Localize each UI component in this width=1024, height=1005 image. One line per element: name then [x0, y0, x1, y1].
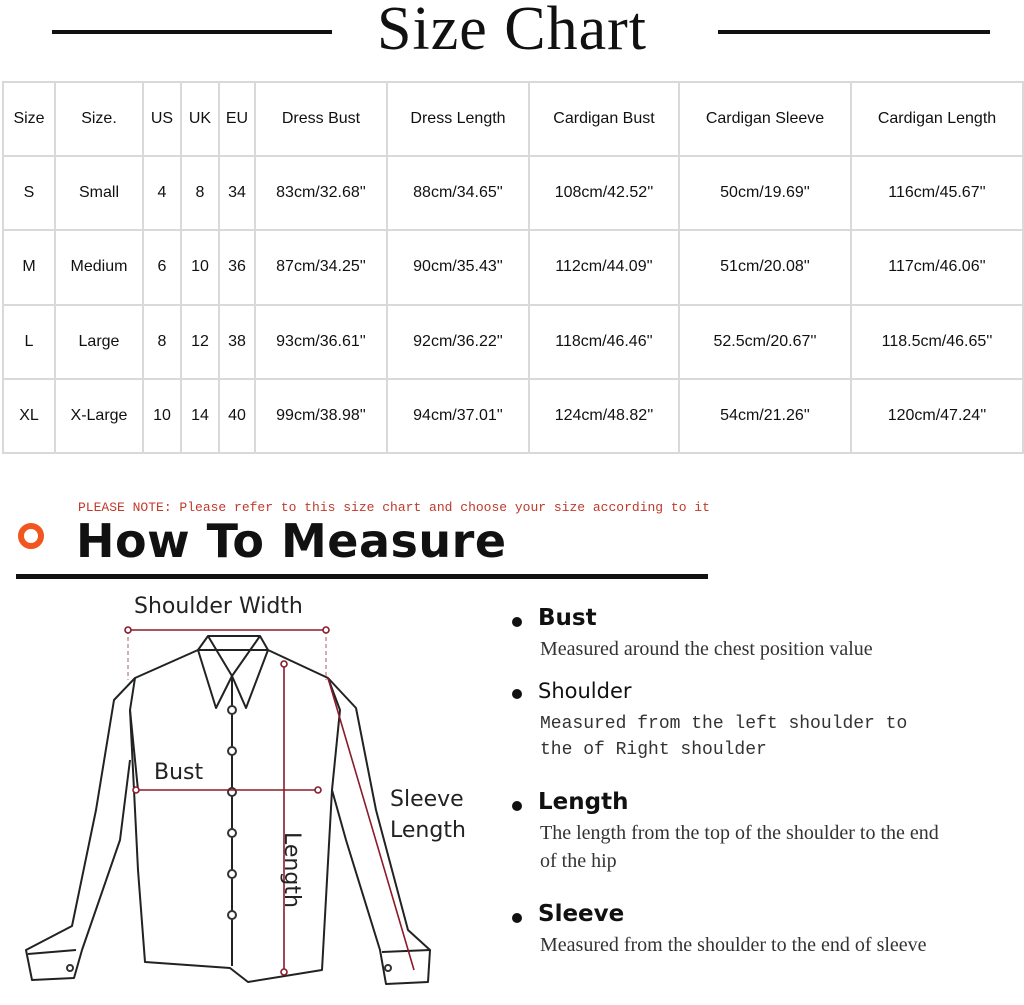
left-sleeve-outline	[26, 678, 135, 980]
table-row	[3, 305, 1023, 379]
table-cell: 51cm/20.08''	[679, 230, 851, 304]
shirt-button	[228, 706, 236, 714]
measure-item-desc: Measured from the shoulder to the end of sleeve	[540, 934, 927, 956]
table-cell: 36	[219, 230, 255, 304]
left-cuff-line	[28, 950, 76, 954]
section-divider	[16, 574, 708, 579]
header-cell: UK	[181, 82, 219, 156]
bullet-icon	[512, 801, 522, 811]
table-cell: 8	[143, 305, 181, 379]
cuff-button	[67, 965, 73, 971]
size-table	[2, 81, 1024, 454]
table-cell: Medium	[55, 230, 143, 304]
shirt-collar-inner	[208, 636, 260, 676]
table-cell: 118cm/46.46''	[529, 305, 679, 379]
page-title: Size Chart	[377, 0, 647, 63]
shirt-button	[228, 829, 236, 837]
table-cell: 94cm/37.01''	[387, 379, 529, 453]
table-row	[3, 230, 1023, 304]
shirt-button	[228, 911, 236, 919]
table-cell: L	[3, 305, 55, 379]
measure-section-title: How To Measure	[76, 514, 507, 568]
table-cell: 34	[219, 156, 255, 230]
header-cell: Cardigan Sleeve	[679, 82, 851, 156]
table-cell: 116cm/45.67''	[851, 156, 1023, 230]
table-cell: S	[3, 156, 55, 230]
header-cell: Cardigan Bust	[529, 82, 679, 156]
sleeve-label-line2: Length	[390, 818, 466, 843]
table-header-row	[3, 82, 1023, 156]
table-cell: 54cm/21.26''	[679, 379, 851, 453]
right-cuff-line	[382, 950, 430, 952]
length-point	[281, 661, 287, 667]
table-cell: X-Large	[55, 379, 143, 453]
bullet-icon	[512, 689, 522, 699]
header-cell: EU	[219, 82, 255, 156]
table-cell: Large	[55, 305, 143, 379]
table-cell: 12	[181, 305, 219, 379]
table-cell: 83cm/32.68''	[255, 156, 387, 230]
size-chart-header	[0, 0, 1024, 72]
table-row	[3, 379, 1023, 453]
table-cell: 124cm/48.82''	[529, 379, 679, 453]
table-cell: 52.5cm/20.67''	[679, 305, 851, 379]
cuff-button	[385, 965, 391, 971]
bullet-icon	[512, 617, 522, 627]
table-cell: XL	[3, 379, 55, 453]
table-row	[3, 156, 1023, 230]
measure-item-desc: The length from the top of the shoulder to the end of the hip	[540, 822, 939, 872]
shirt-button	[228, 870, 236, 878]
shirt-button	[228, 747, 236, 755]
table-cell: 88cm/34.65''	[387, 156, 529, 230]
size-note: PLEASE NOTE: Please refer to this size chart and choose your size according to it	[78, 500, 710, 515]
shirt-diagram	[10, 590, 490, 1000]
table-cell: 4	[143, 156, 181, 230]
table-cell: Small	[55, 156, 143, 230]
bullet-icon	[512, 913, 522, 923]
shoulder-point	[125, 627, 131, 633]
table-cell: 120cm/47.24''	[851, 379, 1023, 453]
table-cell: 92cm/36.22''	[387, 305, 529, 379]
measure-item-title: Bust	[538, 605, 597, 631]
length-label: Length	[279, 832, 304, 908]
table-cell: 38	[219, 305, 255, 379]
shoulder-point	[323, 627, 329, 633]
table-cell: 99cm/38.98''	[255, 379, 387, 453]
table-cell: M	[3, 230, 55, 304]
bust-point	[133, 787, 139, 793]
table-cell: 108cm/42.52''	[529, 156, 679, 230]
table-cell: 8	[181, 156, 219, 230]
table-cell: 87cm/34.25''	[255, 230, 387, 304]
table-cell: 14	[181, 379, 219, 453]
table-cell: 50cm/19.69''	[679, 156, 851, 230]
measure-item-title: Shoulder	[538, 679, 632, 703]
header-cell: Size.	[55, 82, 143, 156]
table-cell: 117cm/46.06''	[851, 230, 1023, 304]
table-cell: 93cm/36.61''	[255, 305, 387, 379]
bust-point	[315, 787, 321, 793]
measure-item-desc: Measured around the chest position value	[540, 638, 873, 660]
header-cell: Size	[3, 82, 55, 156]
header-cell: Dress Length	[387, 82, 529, 156]
shoulder-width-label: Shoulder Width	[134, 594, 303, 619]
table-cell: 112cm/44.09''	[529, 230, 679, 304]
header-cell: Cardigan Length	[851, 82, 1023, 156]
measure-item-title: Length	[538, 789, 629, 815]
length-point	[281, 969, 287, 975]
table-cell: 118.5cm/46.65''	[851, 305, 1023, 379]
measure-item-title: Sleeve	[538, 901, 625, 927]
header-cell: Dress Bust	[255, 82, 387, 156]
table-cell: 40	[219, 379, 255, 453]
title-rule-right	[718, 30, 990, 34]
table-cell: 10	[143, 379, 181, 453]
sleeve-length-label	[390, 784, 466, 846]
sleeve-label-line1: Sleeve	[390, 787, 464, 812]
table-cell: 6	[143, 230, 181, 304]
shirt-body-outline	[130, 650, 340, 982]
table-cell: 90cm/35.43''	[387, 230, 529, 304]
measure-item-desc: Measured from the left shoulder to the of Right shoulder	[540, 714, 908, 760]
bust-label: Bust	[154, 760, 204, 785]
table-cell: 10	[181, 230, 219, 304]
header-cell: US	[143, 82, 181, 156]
circle-bullet-icon	[18, 523, 44, 549]
